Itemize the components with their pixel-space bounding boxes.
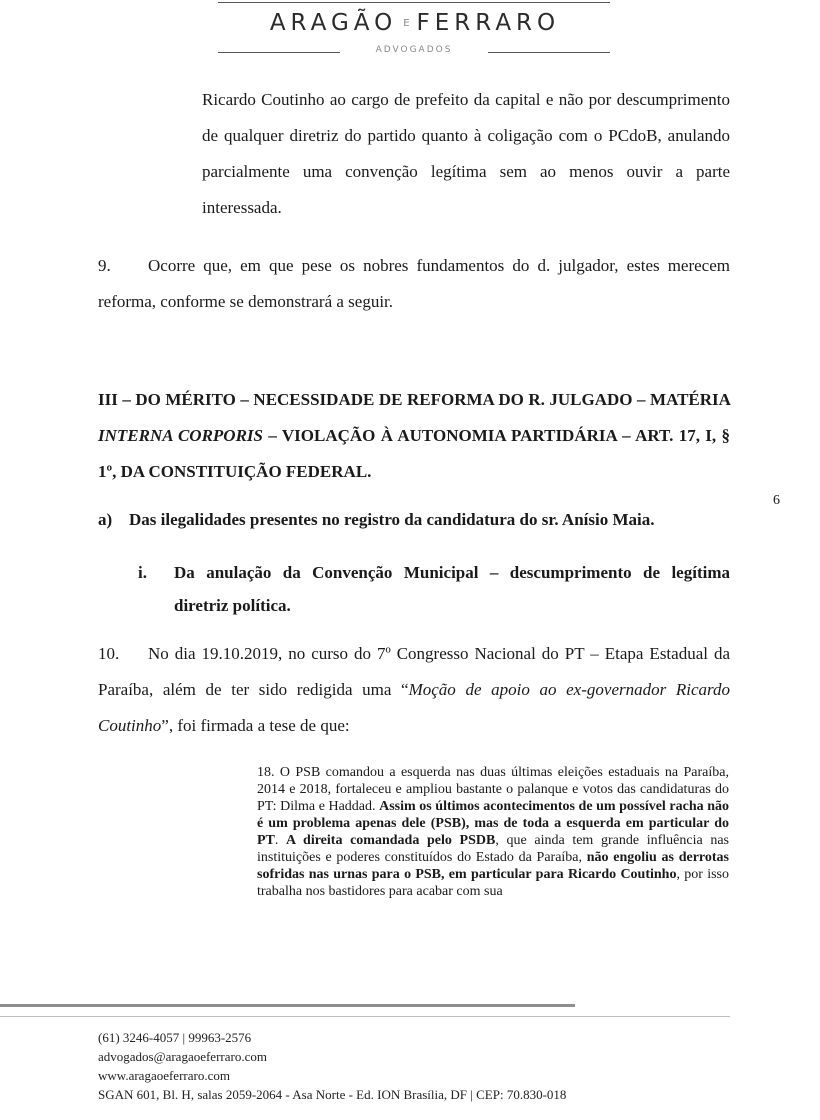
subheading-a-text: Das ilegalidades presentes no registro da candidatura do sr. Anísio Maia. — [129, 510, 655, 529]
paragraph-number: 10. — [98, 644, 120, 663]
footer-bar — [0, 1004, 575, 1007]
paragraph-text-1: No dia 19.10.2019, no curso do 7º Congresso Nacional do PT – Etapa Estadual da Paraíba, além de ter sido redigida uma “ — [98, 644, 730, 699]
paragraph-number: 9. — [98, 256, 111, 275]
footer-contact — [98, 1028, 566, 1104]
subtitle-rule-right — [488, 52, 610, 53]
paragraph-text-2: ”, foi firmada a tese de que: — [161, 716, 350, 735]
section-heading — [98, 382, 730, 490]
footer-website: www.aragaoeferraro.com — [98, 1068, 230, 1083]
section-heading-italic: INTERNA CORPORIS — [98, 426, 263, 445]
subheading-i — [138, 556, 730, 622]
firm-subtitle-row — [218, 45, 610, 59]
footer-address: SGAN 601, Bl. H, salas 2059-2064 - Asa Norte - Ed. ION Brasília, DF | CEP: 70.830-018 — [98, 1087, 567, 1102]
firm-name-right: FERRARO — [416, 10, 561, 36]
quote-text-1: 18. O PSB comandou a esquerda nas duas últimas eleições estaduais na Paraíba, 2014 e 2018, fortaleceu e ampliou bastante o palanque e votos das candidaturas do PT: Dilma e Haddad. — [257, 765, 729, 814]
paragraph-intro: Ricardo Coutinho ao cargo de prefeito da capital e não por descumprimento de qualquer diretriz do partido quanto à coligação com o PCdoB, anulando parcialmente uma convenção legítima sem ao menos ouvir a parte interessada. — [202, 90, 730, 217]
firm-subtitle: ADVOGADOS — [375, 45, 453, 55]
section-heading-part2: – VIOLAÇÃO À AUTONOMIA PARTIDÁRIA – ART. 17, I, § 1º, DA CONSTITUIÇÃO FEDERAL. — [98, 426, 730, 481]
firm-name-connector: E — [403, 18, 411, 29]
footer-email: advogados@aragaoeferraro.com — [98, 1049, 267, 1064]
footer-phone: (61) 3246-4057 | 99963-2576 — [98, 1030, 252, 1045]
paragraph-10 — [98, 636, 730, 744]
quote-bold-3: não engoliu as derrotas sofridas nas urnas para o PSB, em particular para Ricardo Coutinho — [257, 850, 729, 882]
subheading-i-marker: i. — [138, 563, 147, 582]
quote-bold-2: A direita comandada pelo PSDB — [286, 833, 496, 848]
header-top-rule — [218, 2, 610, 3]
paragraph-9 — [98, 248, 730, 320]
quote-text-4: , por isso trabalha nos bastidores para acabar com sua — [257, 867, 730, 899]
footer-rule — [0, 1016, 730, 1017]
subheading-a-marker: a) — [98, 510, 113, 529]
paragraph-text: Ocorre que, em que pese os nobres fundamentos do d. julgador, estes merecem reforma, conforme se demonstrará a seguir. — [98, 256, 730, 311]
page-number: 6 — [773, 493, 780, 508]
subheading-a — [98, 505, 654, 535]
paragraph-text-italic: Moção de apoio ao ex-governador Ricardo Coutinho — [98, 680, 730, 735]
section-heading-part1: III – DO MÉRITO – NECESSIDADE DE REFORMA DO R. JULGADO – MATÉRIA — [98, 390, 730, 409]
firm-name-left: ARAGÃO — [269, 10, 398, 36]
quote-text-3: , que ainda tem grande influência nas instituições e poderes constituídos do Estado da Paraíba, — [257, 833, 730, 865]
block-quote — [257, 764, 729, 900]
quote-bold-1: Assim os últimos acontecimentos de um possível racha não é um problema apenas dele (PSB), mas de toda a esquerda em particular do PT — [257, 799, 729, 848]
subheading-i-text: Da anulação da Convenção Municipal – descumprimento de legítima diretriz política. — [174, 563, 730, 615]
quote-text-2: . — [274, 833, 287, 848]
firm-logo — [200, 10, 630, 36]
